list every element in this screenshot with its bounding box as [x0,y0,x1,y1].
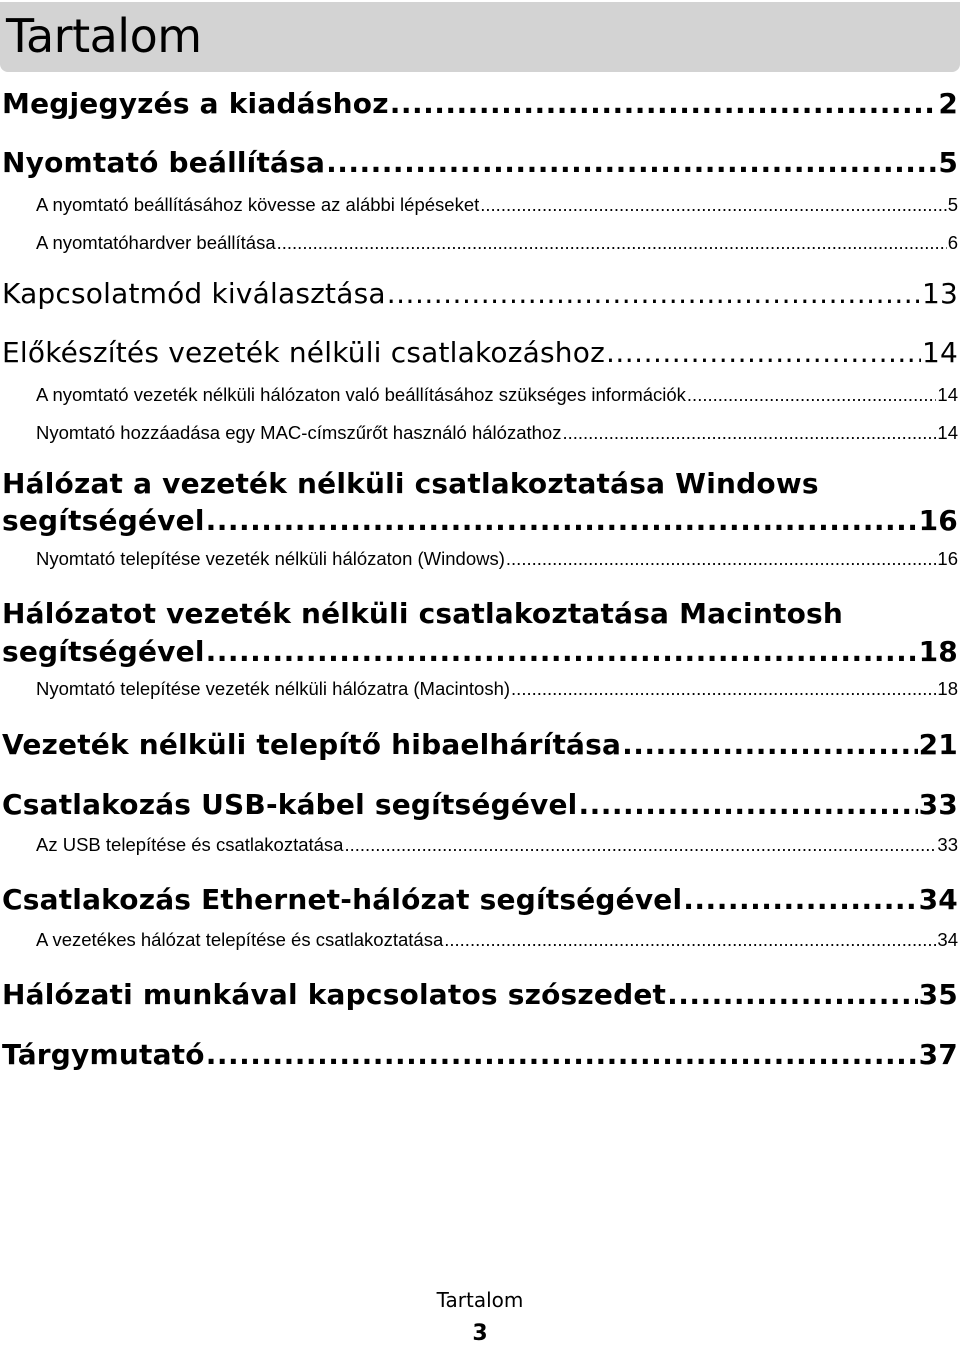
toc-entry-label: Előkészítés vezeték nélküli csatlakozáshoz [2,336,605,369]
title-bar [0,2,960,72]
toc-leader-dots [277,231,947,255]
toc-entry-page: 21 [918,728,958,761]
toc-entry-label: Csatlakozás USB-kábel segítségével [2,788,578,821]
toc-leader-dots [344,833,936,857]
toc-entry-page: 13 [921,277,958,310]
toc-leader-dots [622,727,918,763]
toc-leader-dots [578,787,917,823]
toc-entry-page: 2 [938,87,958,120]
toc-subentry-label: A nyomtatóhardver beállítása [36,232,276,253]
toc-entry[interactable] [2,503,958,539]
toc-subentry-label: A nyomtató beállításához kövesse az alábbi lépéseket [36,194,480,215]
toc-subentry-page: 5 [947,194,958,215]
toc-leader-dots [667,977,918,1013]
toc-subentry[interactable] [36,193,958,217]
toc-entry-label: Csatlakozás Ethernet-hálózat segítségével [2,883,683,916]
toc-subentry-page: 18 [937,678,958,699]
toc-entry-label: Kapcsolatmód kiválasztása [2,277,386,310]
toc-entry-page: 18 [918,635,958,668]
toc-entry-label-line1: Hálózatot vezeték nélküli csatlakoztatása Macintosh [2,597,844,630]
toc-subentry-label: Nyomtató telepítése vezeték nélküli hálózatra (Macintosh) [36,678,511,699]
toc-leader-dots [506,547,937,571]
toc-entry[interactable] [2,727,958,763]
toc-entry-page: 16 [918,504,958,537]
toc-leader-dots [562,421,936,445]
toc-subentry[interactable] [36,677,958,701]
toc-entry-label-line2: segítségével [2,504,205,537]
toc-subentry[interactable] [36,231,958,255]
toc-leader-dots [390,86,938,122]
toc-leader-dots [206,634,918,670]
toc-entry-label: Tárgymutató [2,1038,205,1071]
toc-subentry-page: 14 [937,422,958,443]
toc-leader-dots [683,882,917,918]
toc-entry[interactable] [2,86,958,122]
toc-subentry-page: 33 [937,834,958,855]
toc-subentry-page: 6 [947,232,958,253]
toc-subentry-page: 16 [937,548,958,569]
toc-subentry[interactable] [36,547,958,571]
toc-leader-dots [326,145,937,181]
toc-subentry-label: A nyomtató vezeték nélküli hálózaton való beállításához szükséges információk [36,384,686,405]
page-title: Tartalom [6,9,202,63]
toc-entry[interactable] [2,145,958,181]
toc-entry[interactable] [2,977,958,1013]
toc-leader-dots [206,503,918,539]
toc-subentry[interactable] [36,833,958,857]
toc-subentry[interactable] [36,383,958,407]
toc-leader-dots [687,383,937,407]
toc-entry[interactable] [2,882,958,918]
toc-entry[interactable] [2,335,958,371]
toc-subentry-label: Nyomtató hozzáadása egy MAC-címszűrőt használó hálózathoz [36,422,562,443]
toc-entry-label-line1: Hálózat a vezeték nélküli csatlakoztatása Windows [2,467,819,500]
toc-leader-dots [444,928,936,952]
toc-leader-dots [206,1037,918,1073]
toc-entry-page: 35 [918,978,958,1011]
footer-section-name: Tartalom [436,1288,524,1312]
toc-entry[interactable] [2,634,958,670]
toc-subentry-label: A vezetékes hálózat telepítése és csatlakoztatása [36,929,444,950]
toc-subentry-page: 14 [937,384,958,405]
toc-entry-page: 33 [918,788,958,821]
toc-entry-label: Hálózati munkával kapcsolatos szószedet [2,978,667,1011]
toc-entry[interactable] [2,1037,958,1073]
toc-entry-page: 5 [938,146,958,179]
toc-subentry-label: Nyomtató telepítése vezeték nélküli hálózaton (Windows) [36,548,505,569]
toc-entry-label: Megjegyzés a kiadáshoz [2,87,389,120]
toc-entry-label: Nyomtató beállítása [2,146,326,179]
toc-entry-page: 14 [921,336,958,369]
toc-subentry[interactable] [36,421,958,445]
toc-subentry-page: 34 [937,929,958,950]
footer-page-number: 3 [472,1321,488,1346]
toc-entry-page: 34 [918,883,958,916]
toc-leader-dots [511,677,936,701]
toc-entry-label-line2: segítségével [2,635,205,668]
toc-leader-dots [387,276,921,312]
toc-leader-dots [606,335,921,371]
toc-subentry[interactable] [36,928,958,952]
toc-entry-page: 37 [918,1038,958,1071]
toc-entry[interactable] [2,276,958,312]
toc-entry-label: Vezeték nélküli telepítő hibaelhárítása [2,728,622,761]
toc-leader-dots [480,193,946,217]
toc-entry[interactable] [2,787,958,823]
toc-subentry-label: Az USB telepítése és csatlakoztatása [36,834,344,855]
